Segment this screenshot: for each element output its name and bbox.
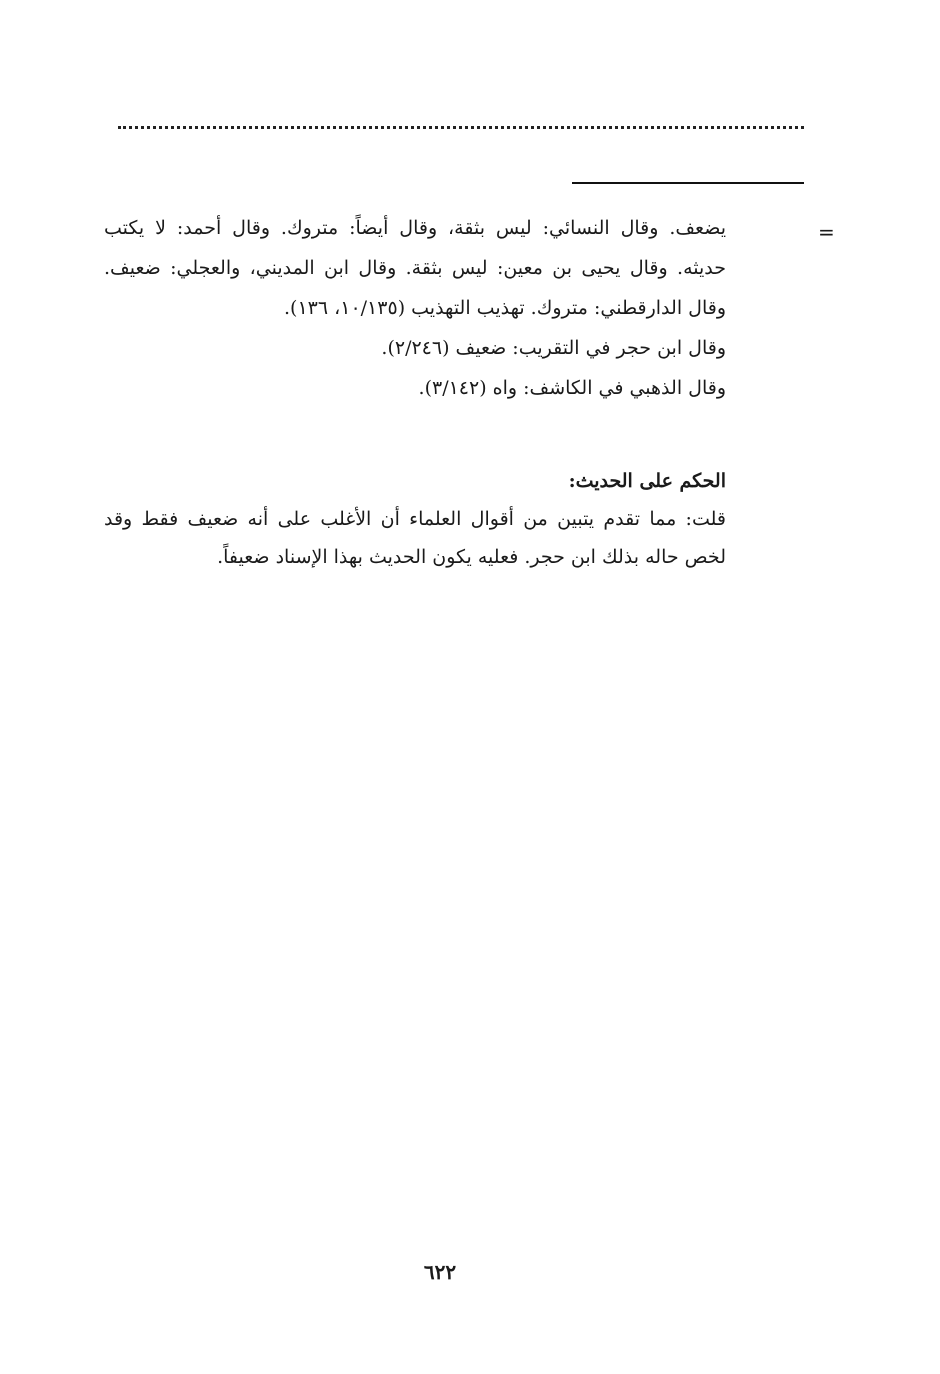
- continuation-mark: =: [818, 220, 835, 244]
- footnote-line-taqrib: وقال ابن حجر في التقريب: ضعيف (٢/٢٤٦).: [381, 337, 726, 359]
- footnote-block: [104, 208, 726, 408]
- footnote-divider: [572, 182, 804, 184]
- page-number: ٦٢٢: [423, 1260, 457, 1284]
- ruling-body: قلت: مما تقدم يتبين من أقوال العلماء أن الأغلب على أنه ضعيف فقط وقد لخص حاله بذلك ابن حجر. فعليه يكون الحديث بهذا الإسناد ضعيفاً.: [104, 508, 726, 568]
- footnote-paragraph: يضعف. وقال النسائي: ليس بثقة، وقال أيضاً: متروك. وقال أحمد: لا يكتب حديثه. وقال يحيى بن معين: ليس بثقة. وقال ابن المديني، والعجلي: ضعيف. وقال الدارقطني: متروك. تهذيب التهذيب (١٠/١٣٥، ١٣٦).: [104, 217, 726, 319]
- ruling-section: [104, 462, 726, 576]
- footnote-line-kashif: وقال الذهبي في الكاشف: واه (٣/١٤٢).: [418, 377, 726, 399]
- ruling-heading: الحكم على الحديث:: [568, 470, 726, 492]
- dotted-separator: [118, 126, 804, 129]
